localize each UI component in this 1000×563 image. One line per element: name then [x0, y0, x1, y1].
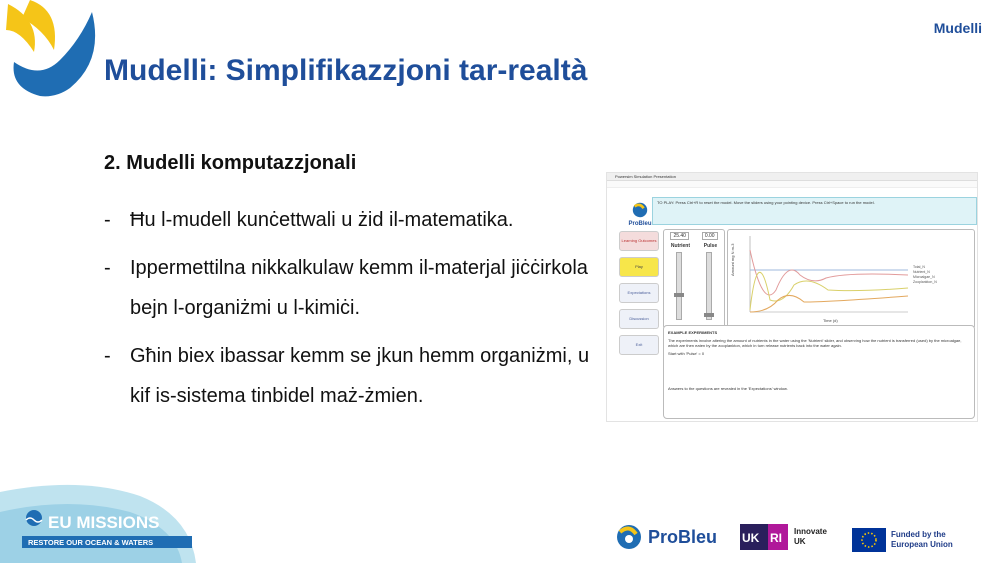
legend-microalgae: Microalgae_N	[913, 275, 935, 279]
sim-play-button[interactable]: Play	[619, 257, 659, 277]
bullet-list	[104, 200, 594, 424]
bullet-item: - Ippermettilna nikkalkulaw kemm il-materjal jiċċirkola bejn l-organiżmi u l-kimiċi.	[104, 257, 588, 319]
bullet-item: - Ħu l-mudell kunċettwali u żid il-matematika.	[104, 209, 514, 231]
examples-answers: Answers to the questions are revealed in the 'Expectations' window.	[668, 386, 788, 391]
legend-nutrient: Nutrient_N	[913, 270, 930, 274]
eu-missions-badge	[0, 482, 200, 563]
chart-ylabel: Amount mg N m-3	[730, 243, 735, 276]
eu-missions-subtext: RESTORE OUR OCEAN & WATERS	[28, 538, 154, 547]
innovate-uk-text: Innovate UK	[794, 527, 827, 546]
chart-xlabel: Time (d)	[823, 318, 838, 323]
sim-window-title: Powersim Simulation Presentation	[615, 174, 676, 179]
sim-discussion-button[interactable]: Discussion	[619, 309, 659, 329]
sim-logo-text: ProBleu	[628, 221, 652, 227]
sim-expectations-button[interactable]: Expectations	[619, 283, 659, 303]
sim-learning-outcomes-button[interactable]: Learning Outcomes	[619, 231, 659, 251]
slide-subtitle: 2. Mudelli komputazzjonali	[104, 152, 357, 174]
bullet-text: Għin biex ibassar kemm se jkun hemm organiżmi, u kif is-sistema tinbidel maż-żmien.	[130, 345, 590, 407]
series-zooplankton	[750, 295, 908, 312]
eu-funded-logo	[852, 528, 977, 552]
sim-instructions-box	[652, 197, 977, 225]
sim-chart-panel	[727, 229, 975, 329]
probleu-text: ProBleu	[648, 526, 718, 547]
bullet-text: Ippermettilna nikkalkulaw kemm il-materjal jiċċirkola bejn l-organiżmi u l-kimiċi.	[130, 257, 588, 319]
bullet-item: - Għin biex ibassar kemm se jkun hemm organiżmi, u kif is-sistema tinbidel maż-żmien.	[104, 345, 590, 407]
examples-title: EXAMPLE EXPERIMENTS	[668, 330, 718, 335]
legend-zooplankton: Zooplankton_N	[913, 280, 937, 284]
probleu-icon	[614, 522, 644, 552]
section-tag: Mudelli	[933, 20, 982, 36]
eu-funded-text: Funded by the European Union	[891, 530, 953, 549]
bullet-text: Ħu l-mudell kunċettwali u żid il-matematika.	[130, 209, 514, 231]
svg-text:RI: RI	[770, 531, 782, 545]
nutrient-value: 25.40	[670, 232, 689, 240]
sim-line-chart	[728, 230, 974, 328]
probleu-icon	[631, 201, 649, 219]
sim-instructions-text: TO PLAY: Press Ctrl+R to reset the model. Move the sliders using your pointing device. Press Ctrl+Space to run the model.	[657, 200, 875, 205]
sim-probleu-logo	[623, 201, 657, 227]
simulation-screenshot	[606, 172, 978, 422]
nutrient-label: Nutrient	[670, 243, 691, 249]
wave-icon	[26, 510, 42, 526]
nutrient-slider[interactable]	[676, 252, 682, 320]
sim-exit-button[interactable]: Exit	[619, 335, 659, 355]
pulse-label: Pulse	[703, 243, 718, 249]
probleu-footer-logo	[614, 522, 717, 552]
examples-text: The experiments involve altering the amount of nutrients in the water using the 'Nutrient' slider, and observing how the nutrient is transferred (used) by the microalgae, which are then eaten by the zooplankton, which in turn release nutrients back into the water again.	[668, 338, 962, 348]
sim-toolbar	[607, 181, 977, 188]
svg-text:UK: UK	[742, 531, 760, 545]
innovate-uk-logo	[740, 522, 836, 552]
series-nutrient	[750, 250, 908, 295]
pulse-value: 0.00	[702, 232, 718, 240]
examples-start: Start with 'Pulse' = 0	[668, 351, 705, 356]
slide-title: Mudelli: Simplifikazzjoni tar-realtà	[104, 54, 588, 87]
sim-sidebar	[619, 231, 657, 361]
ukri-icon	[740, 522, 790, 552]
probleu-corner-logo	[0, 0, 100, 100]
legend-total: Total_N	[913, 265, 925, 269]
sim-examples-panel	[663, 325, 975, 419]
eu-missions-text: EU MISSIONS	[48, 513, 160, 532]
sim-controls-panel	[663, 229, 725, 329]
sim-window-titlebar	[607, 173, 977, 181]
eu-flag-icon	[852, 528, 886, 552]
pulse-slider[interactable]	[706, 252, 712, 320]
